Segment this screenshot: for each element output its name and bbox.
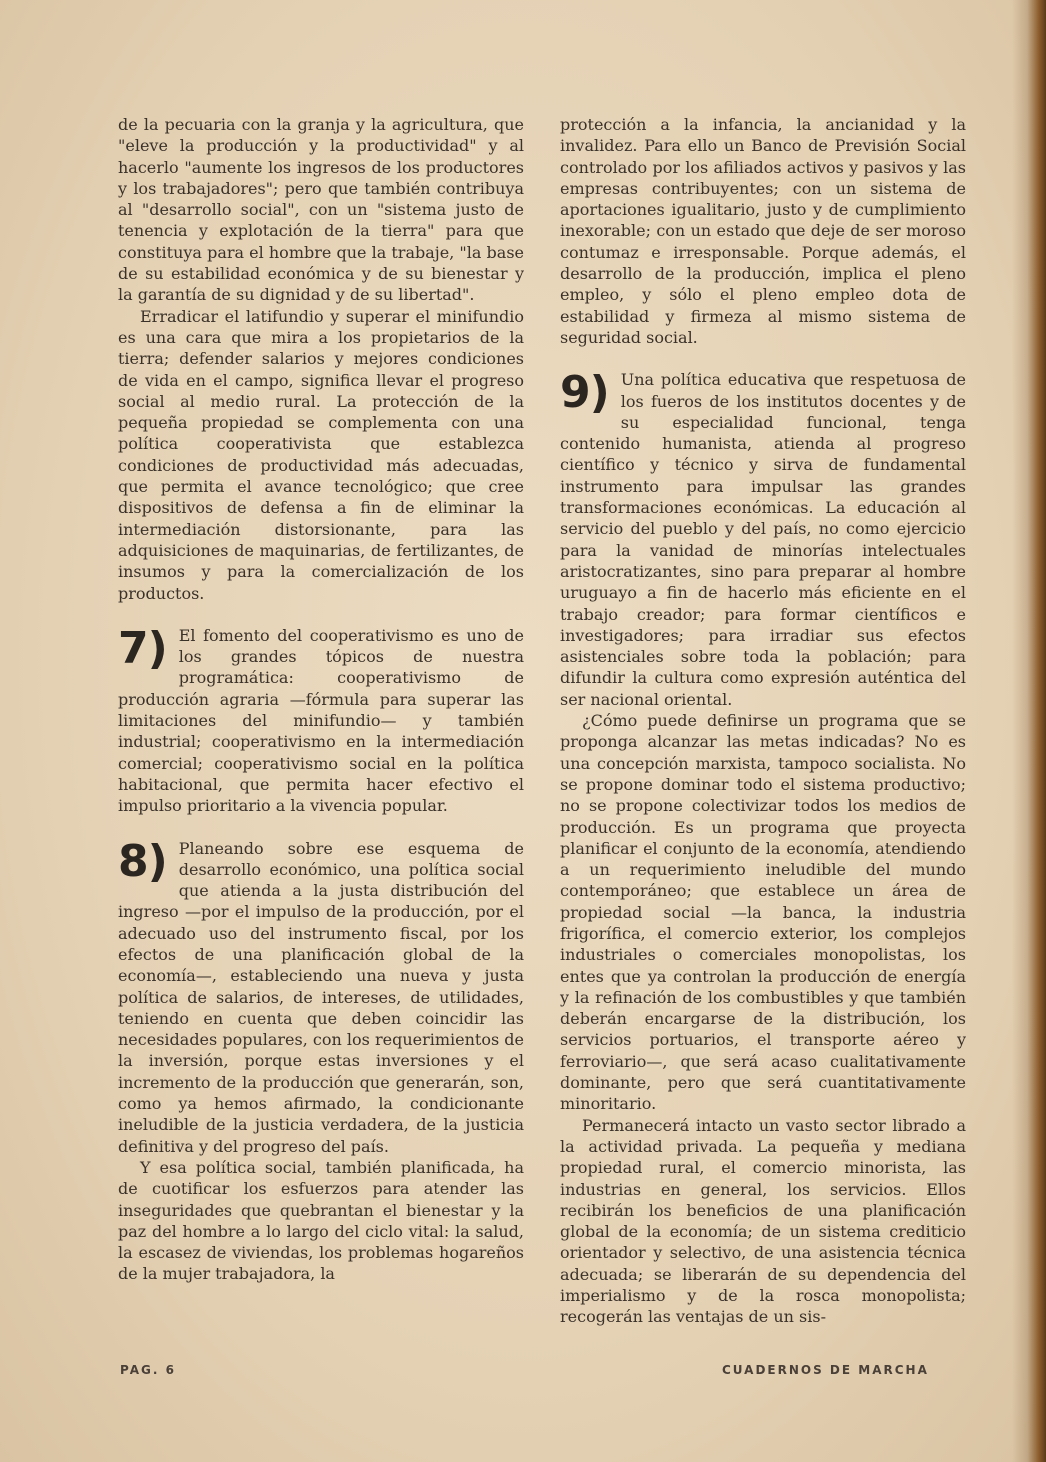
section-9 <box>560 369 966 710</box>
page-number: PAG. 6 <box>120 1363 176 1377</box>
section-7-text: El fomento del cooperativismo es uno de los grandes tópicos de nuestra programática: cooperativismo de producción agraria —fórmula para superar las limitaciones del minifundio— y también industrial; cooperativismo en la intermediación comercial; cooperativismo social en la política habitacional, que permita hacer efectivo el impulso prioritario a la vivencia popular. <box>118 625 524 816</box>
section-7 <box>118 622 524 817</box>
right-column <box>560 114 966 1328</box>
section-9-text: Una política educativa que respetuosa de los fueros de los institutos docentes y de su especialidad funcional, tenga contenido humanista, atienda al progreso científico y técnico y sirva de fundamental instrumento para impulsar las grandes transformaciones económicas. La educación al servicio del pueblo y del país, no como ejercicio para la vanidad de minorías intelectuales aristocratizantes, sino para preparar al hombre uruguayo a fin de hacerlo más eficiente en el trabajo creador; para formar científicos e investigadores; para irradiar sus efectos asistenciales sobre toda la población; para difundir la cultura como expresión auténtica del ser nacional oriental. <box>560 370 966 709</box>
section-8 <box>118 835 524 1157</box>
section-number-7: 7) <box>118 622 167 674</box>
publication-name: CUADERNOS DE MARCHA <box>722 1363 929 1377</box>
paragraph-private-sector: Permanecerá intacto un vasto sector librado a la actividad privada. La pequeña y mediana propiedad rural, el comercio minorista, las industrias en general, los servicios. Ellos recibirán los beneficios de una planificación global de la economía; de un sistema crediticio orientador y selectivo, de una asistencia técnica adecuada; se liberarán de su dependencia del imperialismo y de la rosca monopolista; recogerán las ventajas de un sis- <box>560 1115 966 1327</box>
section-number-8: 8) <box>118 835 167 887</box>
paragraph-program-definition: ¿Cómo puede definirse un programa que se proponga alcanzar las metas indicadas? No es una concepción marxista, tampoco socialista. No se propone dominar todo el sistema productivo; no se propone colectivizar todos los medios de producción. Es un programa que proyecta planificar el conjunto de la economía, atendiendo a un requerimiento ineludible del mundo contemporáneo; que establece un área de propiedad social —la banca, la industria frigorífica, el comercio exterior, los complejos industriales o comerciales monopolistas, los entes que ya controlan la producción de energía y la refinación de los combustibles y que también deberán encargarse de la distribución, los servicios portuarios, el transporte aéreo y ferroviario—, que será acaso cualitativamente dominante, pero que será cuantitativamente minoritario. <box>560 711 966 1114</box>
paragraph-latifundio: Erradicar el latifundio y superar el minifundio es una cara que mira a los propietarios de la tierra; defender salarios y mejores condiciones de vida en el campo, significa llevar el progreso social al medio rural. La protección de la pequeña propiedad se complementa con una política cooperativista que establezca condiciones de productividad más adecuadas, que permita el avance tecnológico; que cree dispositivos de defensa a fin de eliminar la intermediación distorsionante, para las adquisiciones de maquinarias, de fertilizantes, de insumos y para la comercialización de los productos. <box>118 306 524 603</box>
section-8-text: Planeando sobre ese esquema de desarrollo económico, una política social que atienda a la justa distribución del ingreso —por el impulso de la producción, por el adecuado uso del instrumento fiscal, por los efectos de una planificación global de la economía—, estableciendo una nueva y justa política de salarios, de intereses, de utilidades, teniendo en cuenta que deben coincidir las necesidades populares, con los requerimientos de la inversión, porque estas inversiones y el incremento de la producción que generarán, son, como ya hemos afirmado, la condicionante ineludible de la justicia verdadera, de la justicia definitiva y del progreso del país. <box>118 838 524 1156</box>
page-edge-shadow <box>1012 0 1046 1462</box>
section-number-9: 9) <box>560 367 609 419</box>
paragraph-social-security: protección a la infancia, la ancianidad y la invalidez. Para ello un Banco de Previsión Social controlado por los afiliados activos y pasivos y las empresas contribuyentes; con un sistema de aportaciones igualitario, justo y de cumplimiento inexorable; con un estado que deje de ser moroso contumaz e irresponsable. Porque además, el desarrollo de la producción, implica el pleno empleo, y sólo el pleno empleo dota de estabilidad y firmeza al mismo sistema de seguridad social. <box>560 115 966 347</box>
paragraph-agriculture: de la pecuaria con la granja y la agricultura, que "eleve la producción y la productividad" y al hacerlo "aumente los ingresos de los productores y los trabajadores"; pero que también contribuya al "desarrollo social", con un "sistema justo de tenencia y explotación de la tierra" para que constituya para el hombre que la trabaje, "la base de su estabilidad económica y de su bienestar y la garantía de su dignidad y de su libertad". <box>118 115 524 305</box>
paragraph-social-policy: Y esa política social, también planificada, ha de cuotificar los esfuerzos para atender las inseguridades que quebrantan el bienestar y la paz del hombre a lo largo del ciclo vital: la salud, la escasez de viviendas, los problemas hogareños de la mujer trabajadora, la <box>118 1157 524 1284</box>
left-column <box>118 114 524 1285</box>
